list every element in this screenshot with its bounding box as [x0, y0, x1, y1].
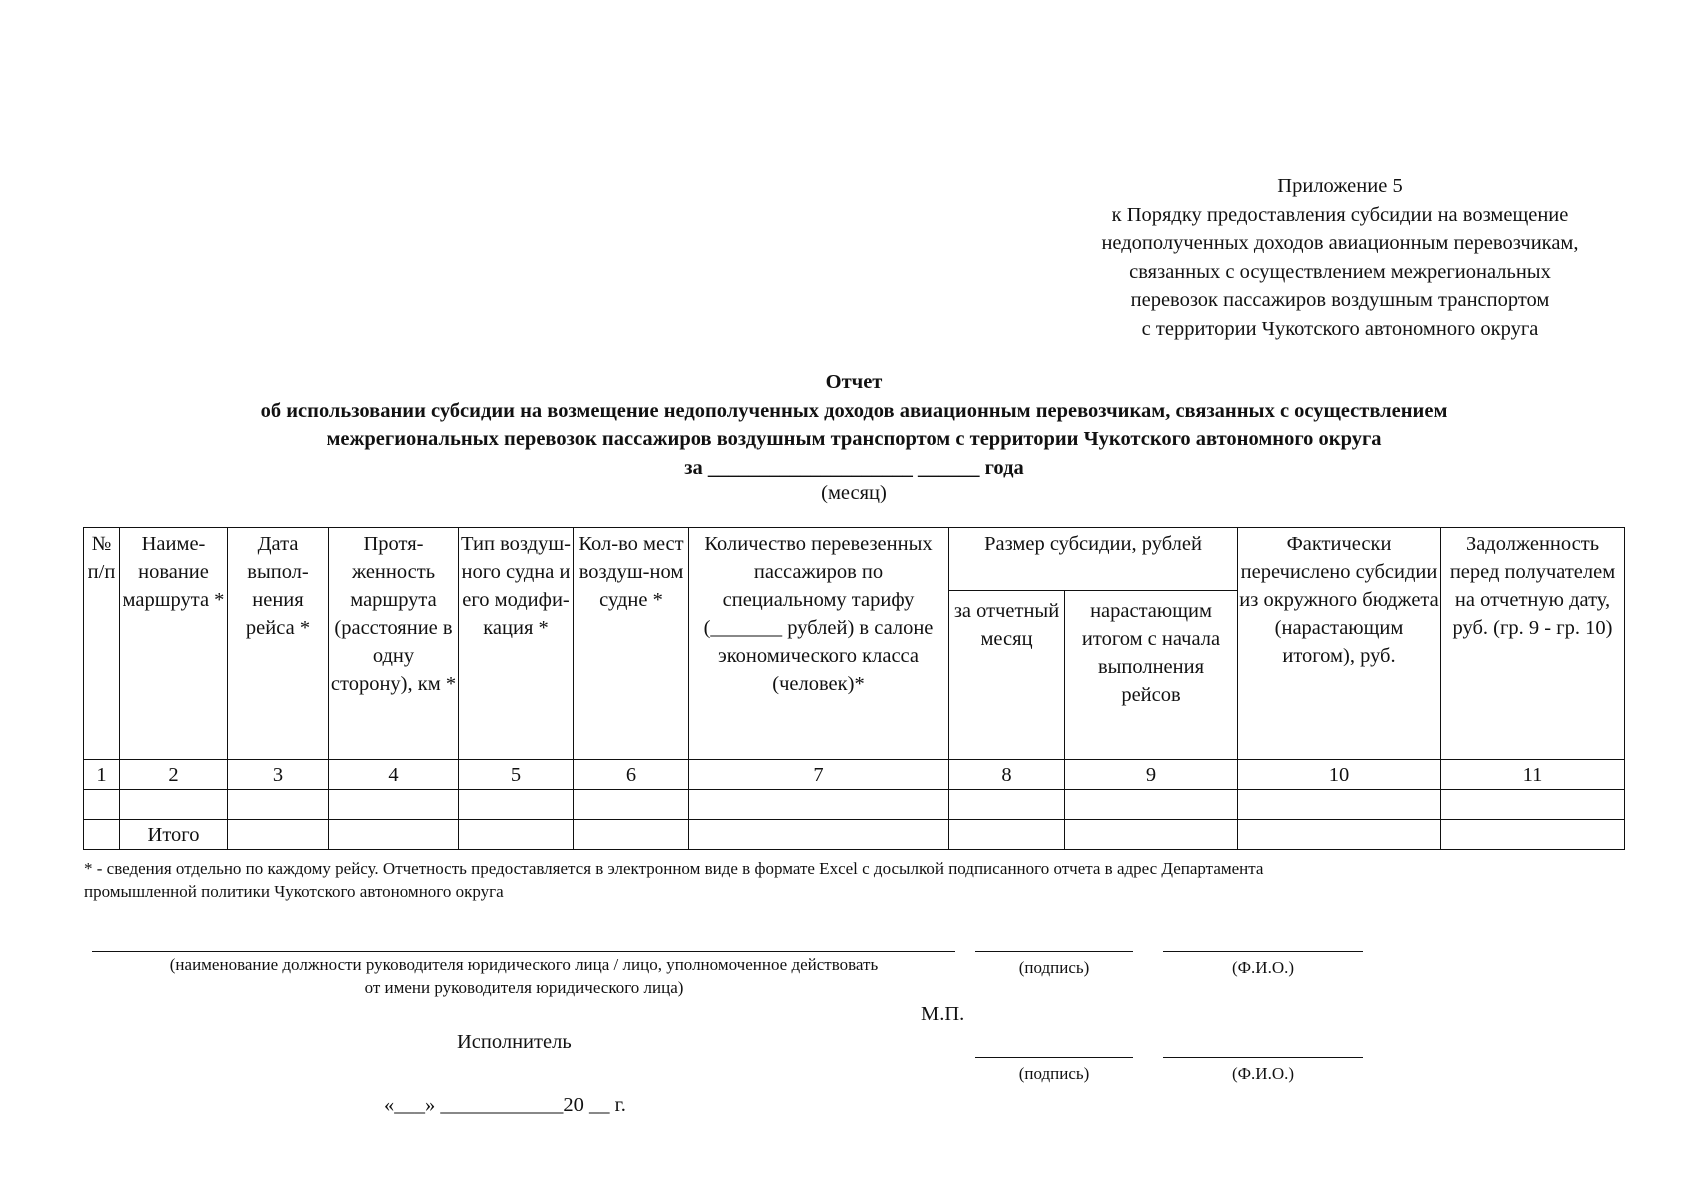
signature-line: [975, 951, 1133, 952]
report-period: за ____________________ ______ года: [684, 456, 1024, 479]
signature-caption: (подпись): [1018, 1064, 1090, 1083]
column-number-cell: 4: [329, 760, 459, 790]
appendix-line: с территории Чукотского автономного округа: [1141, 317, 1539, 340]
empty-cell: [949, 820, 1065, 850]
header-cell: № п/п: [84, 528, 120, 760]
empty-cell: [1065, 820, 1238, 850]
column-number-cell: 6: [574, 760, 689, 790]
footnote: [84, 857, 1624, 903]
appendix-line: перевозок пассажиров воздушным транспортом: [1130, 289, 1550, 311]
header-cell: Дата выпол-нения рейса *: [228, 528, 329, 760]
empty-cell: [1238, 790, 1441, 820]
report-table: [83, 527, 1625, 850]
header-cell: Протя-женность маршрута (расстояние в одну сторону), км *: [329, 528, 459, 760]
header-cell: Задолженность перед получателем на отчетную дату, руб. (гр. 9 - гр. 10): [1441, 528, 1625, 760]
report-title: [84, 368, 1624, 482]
seal-label: М.П.: [921, 1003, 965, 1025]
appendix-line: к Порядку предоставления субсидии на возмещение: [1111, 203, 1569, 226]
empty-cell: [1238, 820, 1441, 850]
appendix-header: [1040, 172, 1640, 343]
period-caption: (месяц): [821, 482, 887, 504]
header-cell: за отчетный месяц: [949, 591, 1065, 760]
column-number-cell: 1: [84, 760, 120, 790]
header-cell: Кол-во мест воздуш-ном судне *: [574, 528, 689, 760]
name-caption: (Ф.И.О.): [1231, 958, 1295, 977]
empty-cell: [120, 790, 228, 820]
header-cell: Тип воздуш-ного судна и его модифи-кация *: [459, 528, 574, 760]
executor-signature-line: [975, 1057, 1133, 1058]
column-number-cell: 8: [949, 760, 1065, 790]
column-number-cell: 5: [459, 760, 574, 790]
report-title-line: об использовании субсидии на возмещение недополученных доходов авиационным перевозчикам, связанных с осуществлением: [260, 399, 1448, 422]
column-number-cell: 3: [228, 760, 329, 790]
empty-cell: [574, 820, 689, 850]
empty-cell: [459, 820, 574, 850]
executor-label: Исполнитель: [457, 1031, 572, 1053]
empty-cell: [228, 820, 329, 850]
header-cell: Наиме-нование маршрута *: [120, 528, 228, 760]
table-row: [84, 790, 1625, 820]
empty-cell: [689, 790, 949, 820]
empty-cell: [689, 820, 949, 850]
column-number-cell: 2: [120, 760, 228, 790]
report-heading: Отчет: [825, 371, 883, 393]
appendix-line: недополученных доходов авиационным перевозчикам,: [1101, 232, 1579, 254]
header-cell: нарастающим итогом с начала выполнения рейсов: [1065, 591, 1238, 760]
empty-cell: [574, 790, 689, 820]
header-cell: Количество перевезенных пассажиров по специальному тарифу (_______ рублей) в салоне экономического класса (человек)*: [689, 528, 949, 760]
column-number-cell: 9: [1065, 760, 1238, 790]
column-number-cell: 7: [689, 760, 949, 790]
empty-cell: [1441, 820, 1625, 850]
signature-caption: (подпись): [1018, 958, 1090, 977]
empty-cell: [329, 790, 459, 820]
appendix-line: Приложение 5: [1277, 175, 1403, 197]
empty-cell: [228, 790, 329, 820]
empty-cell: [1441, 790, 1625, 820]
empty-cell: [84, 820, 120, 850]
report-title-line: межрегиональных перевозок пассажиров воздушным транспортом с территории Чукотского автономного округа: [326, 428, 1382, 450]
total-label: Итого: [120, 820, 228, 850]
empty-cell: [1065, 790, 1238, 820]
empty-cell: [949, 790, 1065, 820]
column-number-cell: 11: [1441, 760, 1625, 790]
empty-cell: [459, 790, 574, 820]
footnote-line: промышленной политики Чукотского автономного округа: [84, 882, 504, 901]
position-caption-line: (наименование должности руководителя юридического лица / лицо, уполномоченное действовать: [169, 955, 879, 974]
header-group-cell: Размер субсидии, рублей: [949, 528, 1238, 591]
name-caption: (Ф.И.О.): [1231, 1064, 1295, 1083]
column-number-cell: 10: [1238, 760, 1441, 790]
executor-name-line: [1163, 1057, 1363, 1058]
name-line: [1163, 951, 1363, 952]
position-caption: [84, 953, 964, 999]
position-caption-line: от имени руководителя юридического лица): [364, 978, 684, 997]
position-line: [92, 951, 955, 952]
footnote-line: * - сведения отдельно по каждому рейсу. Отчетность предоставляется в электронном виде в формате Excel с досылкой подписанного отчета в адрес Департамента: [84, 859, 1264, 878]
total-row: [84, 820, 1625, 850]
empty-cell: [84, 790, 120, 820]
appendix-line: связанных с осуществлением межрегиональных: [1129, 260, 1551, 283]
empty-cell: [329, 820, 459, 850]
date-field: «___» ____________20 __ г.: [384, 1094, 626, 1116]
header-cell: Фактически перечислено субсидии из окружного бюджета (нарастающим итогом), руб.: [1238, 528, 1441, 760]
